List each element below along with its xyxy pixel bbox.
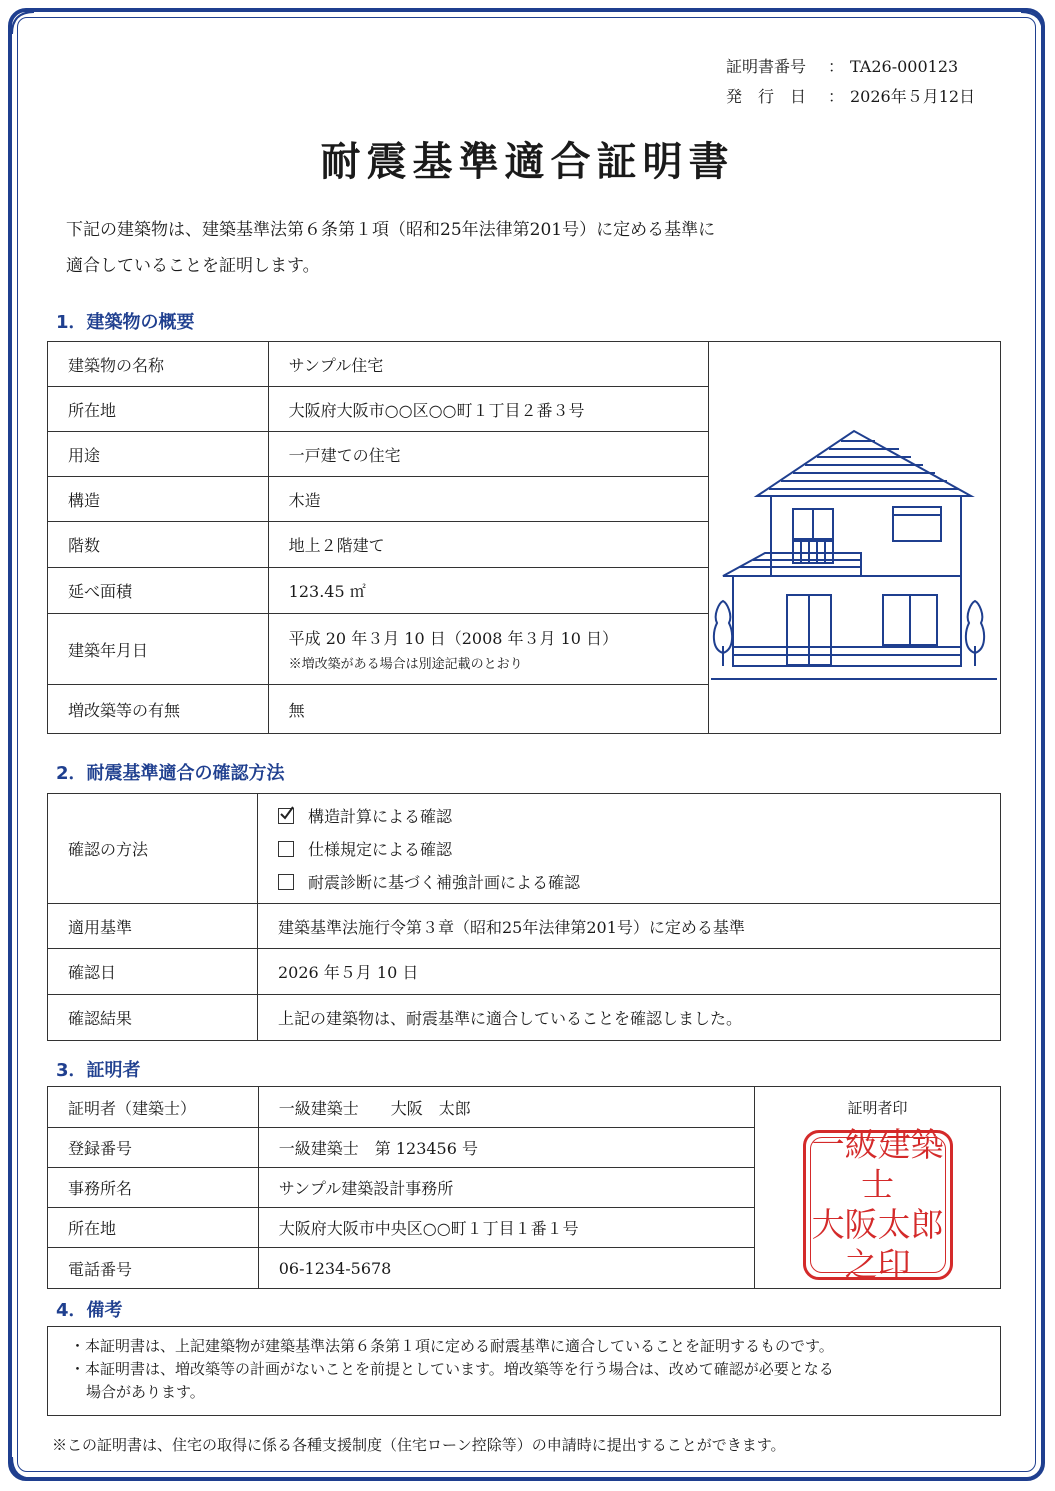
method-option [278, 865, 1000, 898]
table-row [48, 995, 1001, 1041]
row-label: 構造 [48, 477, 269, 522]
method-option-label: 仕様規定による確認 [308, 840, 453, 859]
confirmation-method-table [47, 793, 1001, 1041]
section1-heading: 1．建築物の概要 [56, 312, 195, 333]
row-label: 適用基準 [48, 904, 258, 949]
intro-line-2: 適合していることを証明します。 [66, 256, 320, 276]
row-value: 大阪府大阪市○○区○○町１丁目２番３号 [268, 387, 708, 432]
row-label: 確認日 [48, 949, 258, 995]
meta-separator: ： [827, 87, 844, 106]
official-seal-stamp [803, 1125, 953, 1284]
row-label: 所在地 [48, 1208, 259, 1248]
certificate-number-value: TA26-000123 [850, 57, 959, 76]
row-value: 無 [268, 685, 708, 734]
table-row [48, 794, 1001, 904]
row-value: 一級建築士 第 123456 号 [258, 1128, 754, 1168]
corner-ornament-icon [1019, 10, 1045, 36]
certificate-meta [726, 52, 975, 112]
construction-date-note: ※増改築がある場合は別途記載のとおり [288, 657, 523, 672]
table-row [48, 949, 1001, 995]
row-value: 123.45 ㎡ [268, 568, 708, 614]
method-option [278, 832, 1000, 865]
row-label: 証明者（建築士） [48, 1087, 259, 1128]
seal-cell [755, 1087, 1001, 1289]
method-label: 確認の方法 [48, 794, 258, 904]
checkbox-checked-icon [278, 808, 294, 824]
section2-heading: 2．耐震基準適合の確認方法 [56, 763, 285, 784]
table-row [48, 1087, 1001, 1128]
checkbox-empty-icon [278, 874, 294, 890]
row-value: 06-1234-5678 [258, 1248, 754, 1289]
method-options [258, 794, 1001, 904]
checkbox-empty-icon [278, 841, 294, 857]
row-value: 2026 年５月 10 日 [258, 949, 1001, 995]
corner-ornament-icon [10, 1455, 36, 1481]
row-label: 確認結果 [48, 995, 258, 1041]
row-label: 増改築等の有無 [48, 685, 269, 734]
row-label: 事務所名 [48, 1168, 259, 1208]
corner-ornament-icon [10, 10, 36, 36]
section3-heading: 3．証明者 [56, 1060, 141, 1081]
issue-date-value: 2026年５月12日 [850, 87, 976, 106]
table-row [48, 342, 1001, 387]
footnote: ※この証明書は、住宅の取得に係る各種支援制度（住宅ローン控除等）の申請時に提出することができます。 [52, 1436, 786, 1454]
remark-line: ・本証明書は、上記建築物が建築基準法第６条第１項に定める耐震基準に適合していることを証明するものです。 [70, 1337, 834, 1355]
row-label: 登録番号 [48, 1128, 259, 1168]
document-title: 耐震基準適合証明書 [320, 138, 735, 185]
row-value: 一級建築士 大阪 太郎 [258, 1087, 754, 1128]
row-value: 一戸建ての住宅 [268, 432, 708, 477]
row-value: 建築基準法施行令第３章（昭和25年法律第201号）に定める基準 [258, 904, 1001, 949]
method-option [278, 799, 1000, 832]
construction-date: 平成 20 年３月 10 日（2008 年３月 10 日） [288, 629, 619, 648]
house-illustration-cell [708, 342, 1000, 734]
table-row [48, 904, 1001, 949]
row-label: 延べ面積 [48, 568, 269, 614]
certifier-table [47, 1086, 1001, 1289]
seal-label: 証明者印 [847, 1099, 908, 1117]
row-value: 木造 [268, 477, 708, 522]
row-value: サンプル住宅 [268, 342, 708, 387]
row-label: 階数 [48, 522, 269, 568]
issue-date-row [726, 82, 975, 112]
remark-line: ・本証明書は、増改築等の計画がないことを前提としています。増改築等を行う場合は、改めて確認が必要となる [70, 1360, 834, 1378]
row-value: 上記の建築物は、耐震基準に適合していることを確認しました。 [258, 995, 1001, 1041]
certificate-number-row [726, 52, 975, 82]
section4-heading: 4．備考 [56, 1300, 123, 1321]
stamp-line: 之印 [844, 1245, 911, 1284]
remarks-box [47, 1326, 1001, 1416]
intro-line-1: 下記の建築物は、建築基準法第６条第１項（昭和25年法律第201号）に定める基準に [66, 220, 716, 240]
meta-separator: ： [827, 57, 844, 76]
row-value: サンプル建築設計事務所 [258, 1168, 754, 1208]
method-option-label: 構造計算による確認 [308, 807, 453, 826]
house-illustration-icon [709, 391, 999, 681]
corner-ornament-icon [1019, 1455, 1045, 1481]
method-option-label: 耐震診断に基づく補強計画による確認 [308, 873, 581, 892]
issue-date-label: 発 行 日 [726, 87, 807, 106]
row-value: 大阪府大阪市中央区○○町１丁目１番１号 [258, 1208, 754, 1248]
stamp-line: 一級建築士 [811, 1125, 944, 1204]
certificate-number-label: 証明書番号 [726, 57, 807, 76]
row-label: 電話番号 [48, 1248, 259, 1289]
building-overview-table [47, 341, 1001, 734]
row-label: 建築年月日 [48, 614, 269, 685]
row-label: 所在地 [48, 387, 269, 432]
row-label: 用途 [48, 432, 269, 477]
intro-text [66, 212, 966, 284]
row-value: 地上２階建て [268, 522, 708, 568]
row-value [268, 614, 708, 685]
remark-line: 場合があります。 [86, 1383, 205, 1401]
stamp-line: 大阪太郎 [811, 1205, 944, 1244]
row-label: 建築物の名称 [48, 342, 269, 387]
